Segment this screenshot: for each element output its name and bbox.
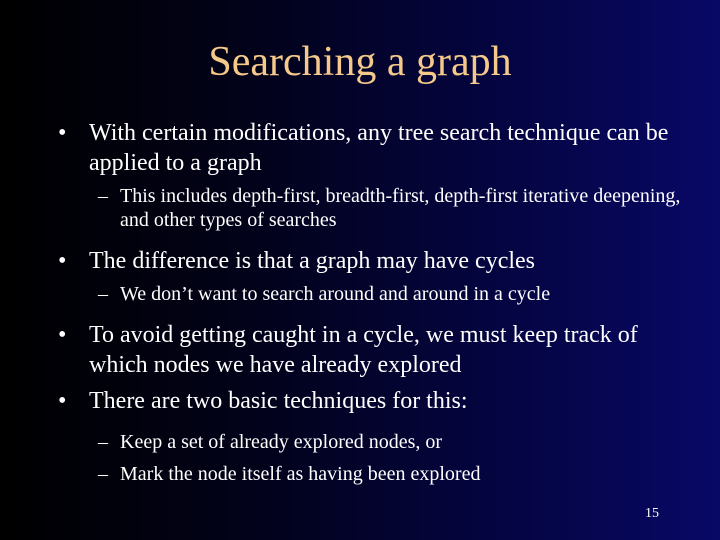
bullet-1 — [58, 118, 698, 178]
sub-bullet-4-1 — [58, 430, 698, 454]
sub-bullet-text: This includes depth-first, breadth-first, depth-first iterative deepening, and other types of searches — [120, 185, 681, 231]
bullet-text: There are two basic techniques for this: — [89, 388, 468, 414]
slide-title: Searching a graph — [208, 39, 512, 85]
dash-marker: – — [98, 283, 108, 305]
bullet-text: The difference is that a graph may have cycles — [89, 248, 536, 274]
bullet-4 — [58, 386, 698, 416]
sub-bullet-text: Mark the node itself as having been explored — [120, 463, 481, 485]
bullet-2 — [58, 246, 698, 276]
bullet-marker: • — [58, 248, 67, 274]
bullet-marker: • — [58, 388, 67, 414]
dash-marker: – — [98, 463, 108, 485]
sub-bullet-text: Keep a set of already explored nodes, or — [120, 431, 443, 453]
sub-bullet-1-1 — [58, 184, 698, 232]
page-number: 15 — [645, 506, 659, 521]
bullet-text: To avoid getting caught in a cycle, we must keep track of which nodes we have already explored — [89, 322, 638, 378]
sub-bullet-4-2 — [58, 462, 698, 486]
dash-marker: – — [98, 185, 108, 207]
dash-marker: – — [98, 431, 108, 453]
bullet-marker: • — [58, 322, 67, 348]
bullet-3 — [58, 320, 698, 380]
bullet-text: With certain modifications, any tree search technique can be applied to a graph — [89, 120, 669, 176]
sub-bullet-text: We don’t want to search around and around in a cycle — [120, 283, 551, 305]
sub-bullet-2-1 — [58, 282, 698, 306]
slide-content — [58, 118, 698, 500]
bullet-marker: • — [58, 120, 67, 146]
